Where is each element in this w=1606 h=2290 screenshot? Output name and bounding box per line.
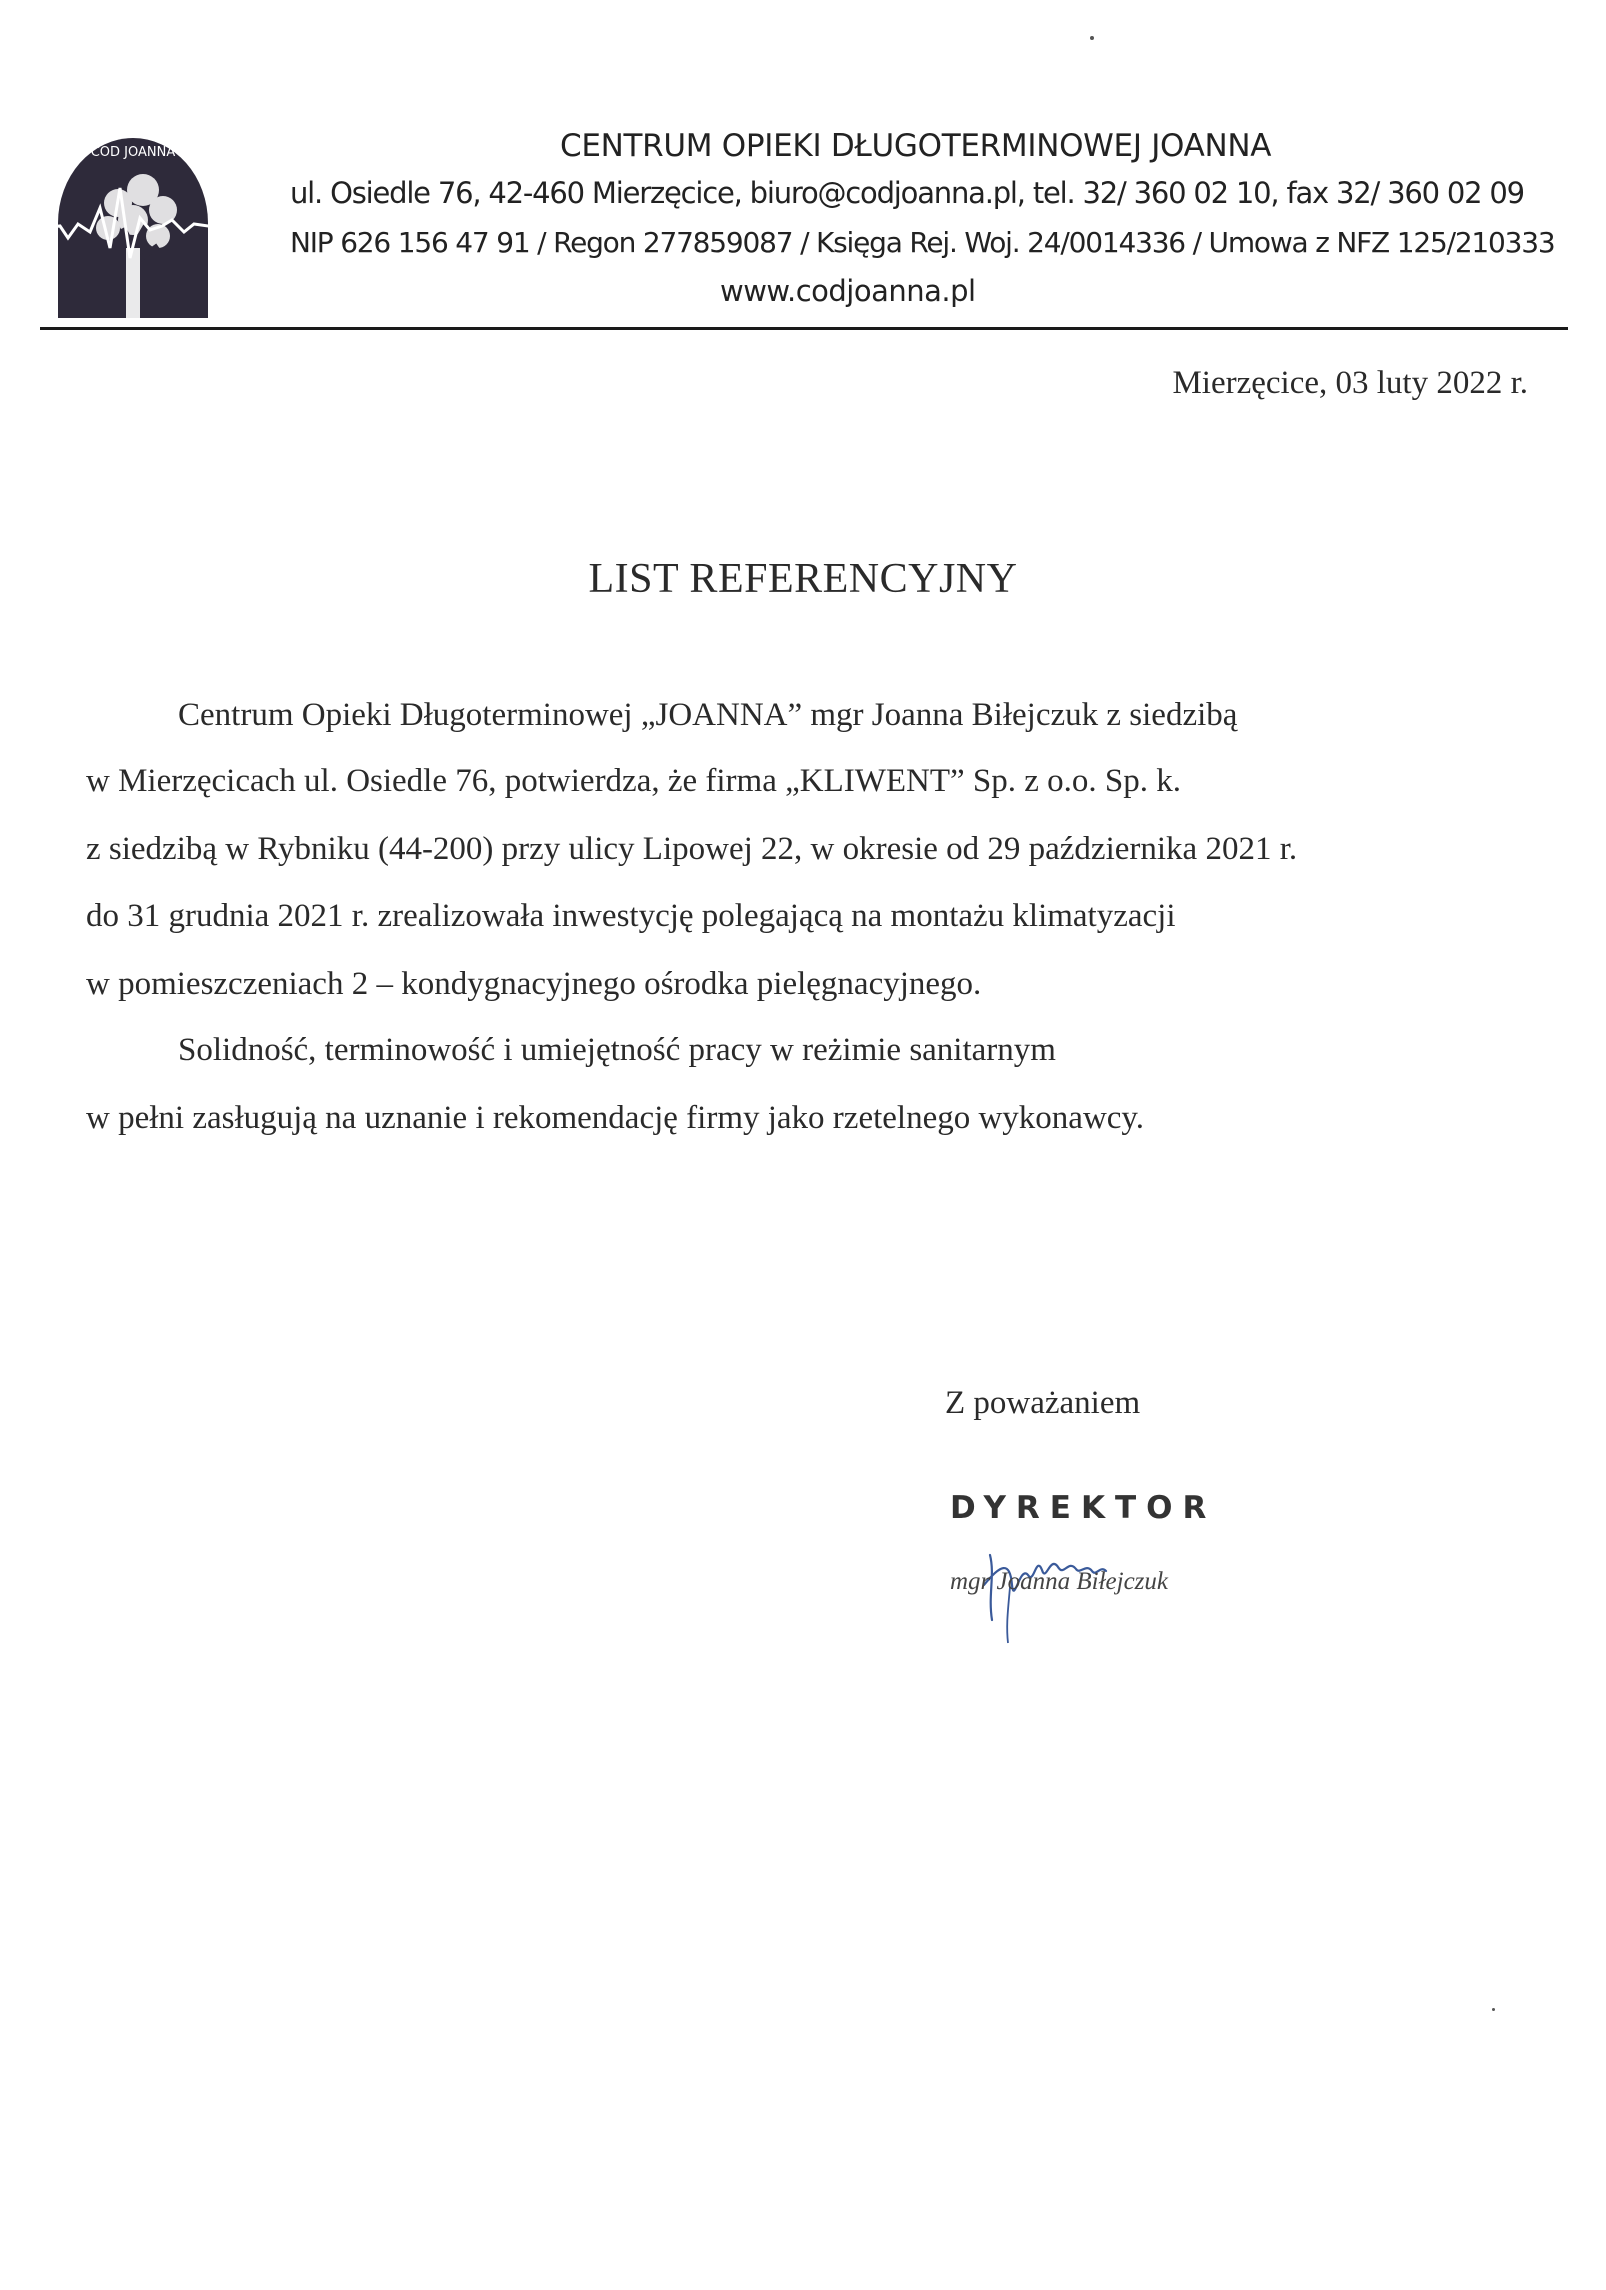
letterhead-registration: NIP 626 156 47 91 / Regon 277859087 / Księga Rej. Woj. 24/0014336 / Umowa z NFZ 125/210333 [290, 226, 1555, 259]
letterhead-divider [40, 327, 1568, 330]
scan-speck [1090, 36, 1094, 40]
body-line: Solidność, terminowość i umiejętność pracy w reżimie sanitarnym [178, 1032, 1056, 1068]
signatory-name: mgr Joanna Biłejczuk [950, 1568, 1169, 1595]
body-line: do 31 grudnia 2021 r. zrealizowała inwestycję polegającą na montażu klimatyzacji [86, 898, 1176, 934]
letterhead-website[interactable]: www.codjoanna.pl [720, 274, 976, 308]
letterhead-address: ul. Osiedle 76, 42-460 Mierzęcice, biuro@codjoanna.pl, tel. 32/ 360 02 10, fax 32/ 360 02 09 [290, 176, 1524, 210]
body-line: z siedzibą w Rybniku (44-200) przy ulicy Lipowej 22, w okresie od 29 października 2021 r. [86, 831, 1298, 867]
body-line: w pełni zasługują na uznanie i rekomendację firmy jako rzetelnego wykonawcy. [86, 1100, 1145, 1136]
document-title: LIST REFERENCYJNY [588, 556, 1018, 602]
scan-speck [1492, 2008, 1495, 2011]
body-line: w pomieszczeniach 2 – kondygnacyjnego ośrodka pielęgnacyjnego. [86, 966, 982, 1002]
body-line: Centrum Opieki Długoterminowej „JOANNA” mgr Joanna Biłejczuk z siedzibą [178, 697, 1238, 733]
cod-joanna-logo [38, 128, 228, 318]
body-line: w Mierzęcicach ul. Osiedle 76, potwierdza, że firma „KLIWENT” Sp. z o.o. Sp. k. [86, 763, 1182, 799]
letterhead-org-name: CENTRUM OPIEKI DŁUGOTERMINOWEJ JOANNA [560, 128, 1272, 164]
signatory-role: DYREKTOR [950, 1490, 1217, 1526]
closing-phrase: Z poważaniem [945, 1385, 1141, 1421]
logo-text: COD JOANNA [90, 145, 176, 160]
letter-date: Mierzęcice, 03 luty 2022 r. [1172, 365, 1528, 401]
